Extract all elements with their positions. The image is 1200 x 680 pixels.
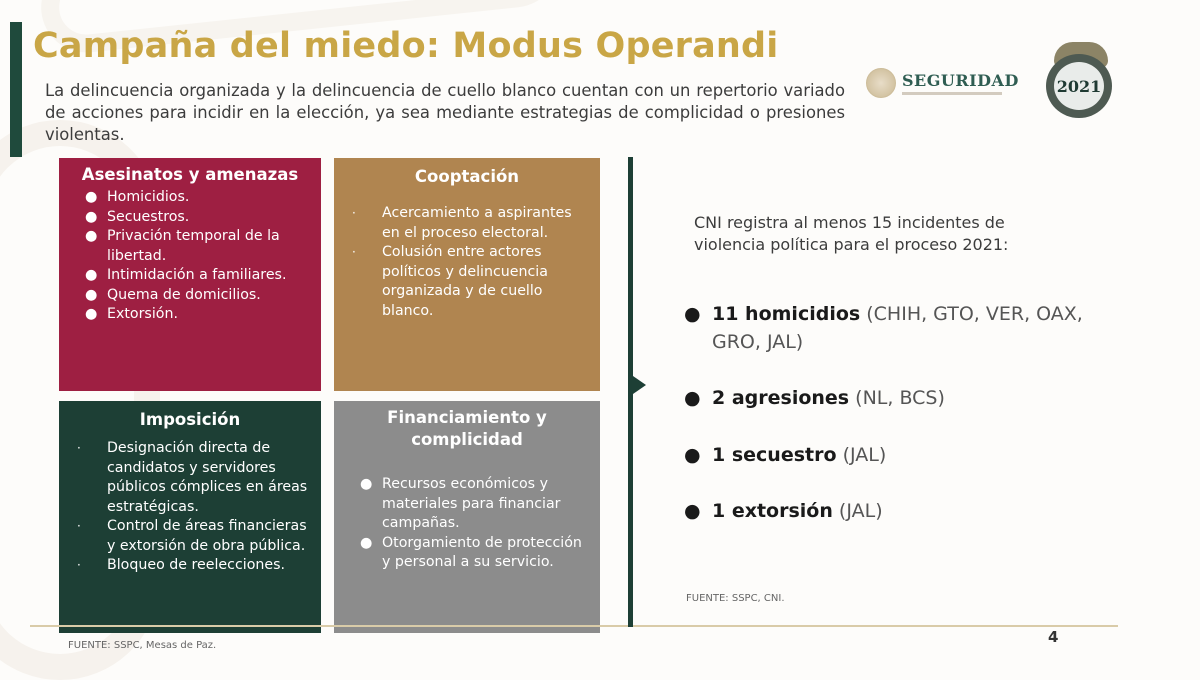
box-list: [71, 439, 309, 576]
seguridad-subtitle-line: [902, 92, 1002, 95]
bullet-icon: ·: [77, 441, 81, 455]
bullet-icon: ●: [85, 286, 98, 303]
box-title: Asesinatos y amenazas: [81, 165, 299, 184]
national-seal-icon: [866, 68, 896, 98]
incident-extorsion: ● 1 extorsión (JAL): [680, 497, 1100, 525]
incident-agresiones: ● 2 agresiones (NL, BCS): [680, 384, 1100, 412]
list-item: · Acercamiento a aspirantes en el proceso electoral.: [352, 205, 572, 241]
list-item: ● Homicidios.: [71, 188, 309, 208]
source-note-right: FUENTE: SSPC, CNI.: [686, 593, 785, 604]
bullet-icon: ●: [360, 534, 373, 551]
arrow-right-icon: [633, 376, 646, 394]
page-number: 4: [1048, 628, 1059, 646]
slide-intro: La delincuencia organizada y la delincuencia de cuello blanco cuentan con un repertorio variado de acciones para incidir en la elección, ya sea mediante estrategias de complicidad o presiones violentas.: [45, 81, 845, 144]
incident-secuestro: ● 1 secuestro (JAL): [680, 441, 1100, 469]
box-title: Imposición: [139, 410, 241, 429]
mexico-2021-badge: [1046, 42, 1114, 118]
list-item: ● Quema de domicilios.: [71, 286, 309, 306]
bullet-icon: ●: [85, 267, 98, 283]
list-item: · Colusión entre actores políticos y delincuencia organizada y de cuello blanco.: [352, 244, 548, 319]
bullet-icon: ●: [684, 303, 701, 325]
list-item: · Designación directa de candidatos y servidores públicos cómplices en áreas estratégicas.: [77, 440, 308, 515]
bullet-icon: ·: [352, 245, 356, 259]
list-item: ● Recursos económicos y materiales para financiar campañas.: [360, 476, 561, 531]
box-list: [71, 188, 309, 325]
bullet-icon: ●: [360, 476, 373, 492]
bullet-icon: ●: [684, 500, 701, 522]
slide-title: Campaña del miedo: Modus Operandi: [33, 26, 779, 66]
incident-homicidios: ● 11 homicidios (CHIH, GTO, VER, OAX, GRO, JAL): [680, 300, 1100, 356]
list-item: ● Otorgamiento de protección y personal a su servicio.: [360, 534, 582, 570]
box-title: Cooptación: [414, 167, 520, 186]
source-note-left: FUENTE: SSPC, Mesas de Paz.: [68, 640, 217, 651]
cni-intro: CNI registra al menos 15 incidentes de violencia política para el proceso 2021:: [694, 213, 1009, 254]
box-title: Financiamiento y complicidad: [387, 408, 547, 449]
box-imposicion: [59, 401, 321, 633]
box-financiamiento-complicidad: [334, 401, 600, 633]
list-item: ● Privación temporal de la libertad.: [85, 228, 280, 264]
bullet-icon: ·: [77, 519, 81, 533]
list-item: · Bloqueo de reelecciones.: [71, 556, 309, 576]
seguridad-logo: [866, 66, 1019, 100]
bullet-icon: ●: [684, 444, 701, 466]
bullet-icon: ●: [684, 387, 701, 409]
box-list: [346, 475, 588, 573]
bullet-icon: ·: [352, 206, 356, 220]
badge-ring: [1046, 54, 1112, 118]
seguridad-wordmark: SEGURIDAD: [902, 71, 1019, 90]
title-accent-bar: [10, 22, 22, 157]
bullet-icon: ●: [85, 208, 98, 225]
bullet-icon: ●: [85, 228, 98, 244]
bullet-icon: ●: [85, 189, 98, 205]
box-asesinatos-amenazas: [59, 158, 321, 391]
box-list: [346, 204, 588, 321]
bullet-icon: ●: [85, 306, 98, 322]
bottom-rule: [30, 625, 1118, 627]
list-item: ● Secuestros.: [71, 208, 309, 228]
list-item: ● Extorsión.: [71, 305, 309, 325]
badge-year: 2021: [1054, 62, 1104, 110]
list-item: · Control de áreas financieras y extorsión de obra pública.: [77, 518, 307, 554]
bullet-icon: ·: [77, 558, 81, 572]
list-item: ● Intimidación a familiares.: [71, 266, 309, 286]
box-cooptacion: [334, 158, 600, 391]
